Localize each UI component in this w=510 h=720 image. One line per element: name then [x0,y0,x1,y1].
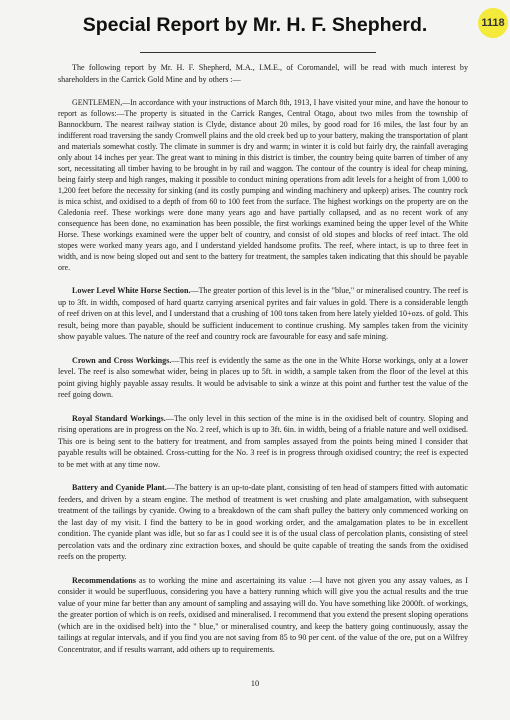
section-crown-and-cross [58,355,468,401]
page-title: Special Report by Mr. H. F. Shepherd. [82,14,428,36]
section-text: —The greater portion of this level is in the "blue," or mineralised country. The reef is up to 3ft. in width, composed of hard quartz carrying arsenical pyrites and fair values in gold. There is a considerable length of reef driven on at this level, and I understand that a crushing of 100 tons taken from here lately yielded 10+ozs. of gold. This result, being more than payable, should be sufficient inducement to continue crushing. My samples taken from the vicinity show payable values. The nature of the reef and country rock are favourable for easy and safe mining. [58,286,468,341]
page-number: 10 [250,678,260,688]
section-lower-level-white-horse [58,285,468,343]
report-body [58,62,468,667]
section-royal-standard [58,413,468,471]
section-text: —The battery is an up-to-date plant, consisting of ten head of stampers fitted with automatic feeders, and driven by a steam engine. The method of treatment is wet crushing and plate amalgamation, with subsequent treatment of the tailings by cyanide. Owing to a breakdown of the cam shaft pulley the battery only commenced working on the last day of my visit. I find the battery to be in good working order, and the amalgamation plates to be in excellent condition. The cyanide plant was idle, but so far as I could see it is of the usual class of percolation plants, consisting of steel percolation vats and the ordinary zinc extraction boxes, and should be quite capable of treating the sands from the oxidised reefs on the property. [58,483,468,561]
section-heading: Royal Standard Workings. [72,413,166,423]
section-text: —The only level in this section of the mine is in the oxidised belt of country. Sloping and rising operations are in progress on the No. 2 reef, which is up to 3ft. 6in. in width, being of a friable nature and well oxidised. This ore is being sent to the battery for treatment, and from samples assayed from the points being mined I consider that payable results will be obtained. Cross-cutting for the No. 3 reef is in progress through oxidised country; the reef is expected to be met with at any time now. [58,413,468,469]
section-heading: Battery and Cyanide Plant. [72,483,167,492]
title-divider [140,52,376,53]
letter-paragraph: GENTLEMEN,—In accordance with your instructions of March 8th, 1913, I have visited your mine, and have the honour to report as follows:—The property is situated in the Carrick Ranges, Central Otago, about two miles from the township of Bannockburn. The nearest railway station is Clyde, distance about 20 miles, by good road for 16 miles, the last four by an indifferent road traversing the sandy Cromwell plains and the old creek bed up to your battery, making the transportation of plant and materials somewhat costly. The climate in summer is dry and warm; in winter it is cold but fairly dry, the rainfall averaging only about 14 inches per year. The great want to mining in this district is timber, the country being quite barren of timber of any sort, necessitating all timber having to be brought in by rail and waggon. The contour of the country is ideal for cheap mining, being fairly steep and high ranges, making it possible to conduct mining operations from adit levels for a height of from 1,000 to 1,200 feet before the necessity for sinking (and its costly pumping and winding machinery and upkeep) arises. The country rock is mica schist, and oxidised to a depth of from 60 to 100 feet from the surface. The highest workings on the property are on the Caledonia reef. These workings were done many years ago and have partially collapsed, and as no recent work of any consequence has been done, no examination has been possible, the first workings examined being the upper level of the White Horse. These workings examined were the upper belt of country, and consist of old stopes and blocks of reef intact. The old stopes were worked many years ago, and I understand yielded handsome profits. The reef, where intact, is up to three feet in width, and is now being sloped out and sent to the battery for treatment, the samples taken indicating that this should be payable ore. [58,98,468,272]
intro-paragraph: The following report by Mr. H. F. Shepherd, M.A., I.M.E., of Coromandel, will be read with much interest by shareholders in the Carrick Gold Mine and by others :— [58,63,468,84]
section-battery-and-cyanide [58,482,468,563]
section-heading: Lower Level White Horse Section. [72,286,191,295]
section-text: as to working the mine and ascertaining its value :—I have not given you any assay values, as I consider it would be superfluous, considering you have a battery running which will give you the actual results and the true value of your mine far better than any amount of sampling and assaying will do. You have something like 2000ft. of workings, the greater portion of which is on reefs, oxidised and mineralised. I recommend that you extend the present sloping operations (which are in the oxidised belt) into the " blue," or mineralised country, and keep the battery going continuously, assay the tailings at regular intervals, and if you find you are not saving from 85 to 90 per cent. of the value of the ore, put on a Wilfrey Concentrator, and if results warrant, add others up to requirements. [58,575,468,654]
page-badge: 1118 [478,8,508,38]
section-recommendations [58,575,468,656]
section-heading: Crown and Cross Workings. [72,355,172,365]
section-heading: Recommendations [72,575,136,585]
section-text: —This reef is evidently the same as the one in the White Horse workings, only at a lower level. The reef is also somewhat wider, being in places up to 5ft. in width, a sample taken from the floor of the level at this point giving highly payable assay results. It would be advisable to sink a winze at this point and further test the value of the reef going down. [58,355,468,399]
